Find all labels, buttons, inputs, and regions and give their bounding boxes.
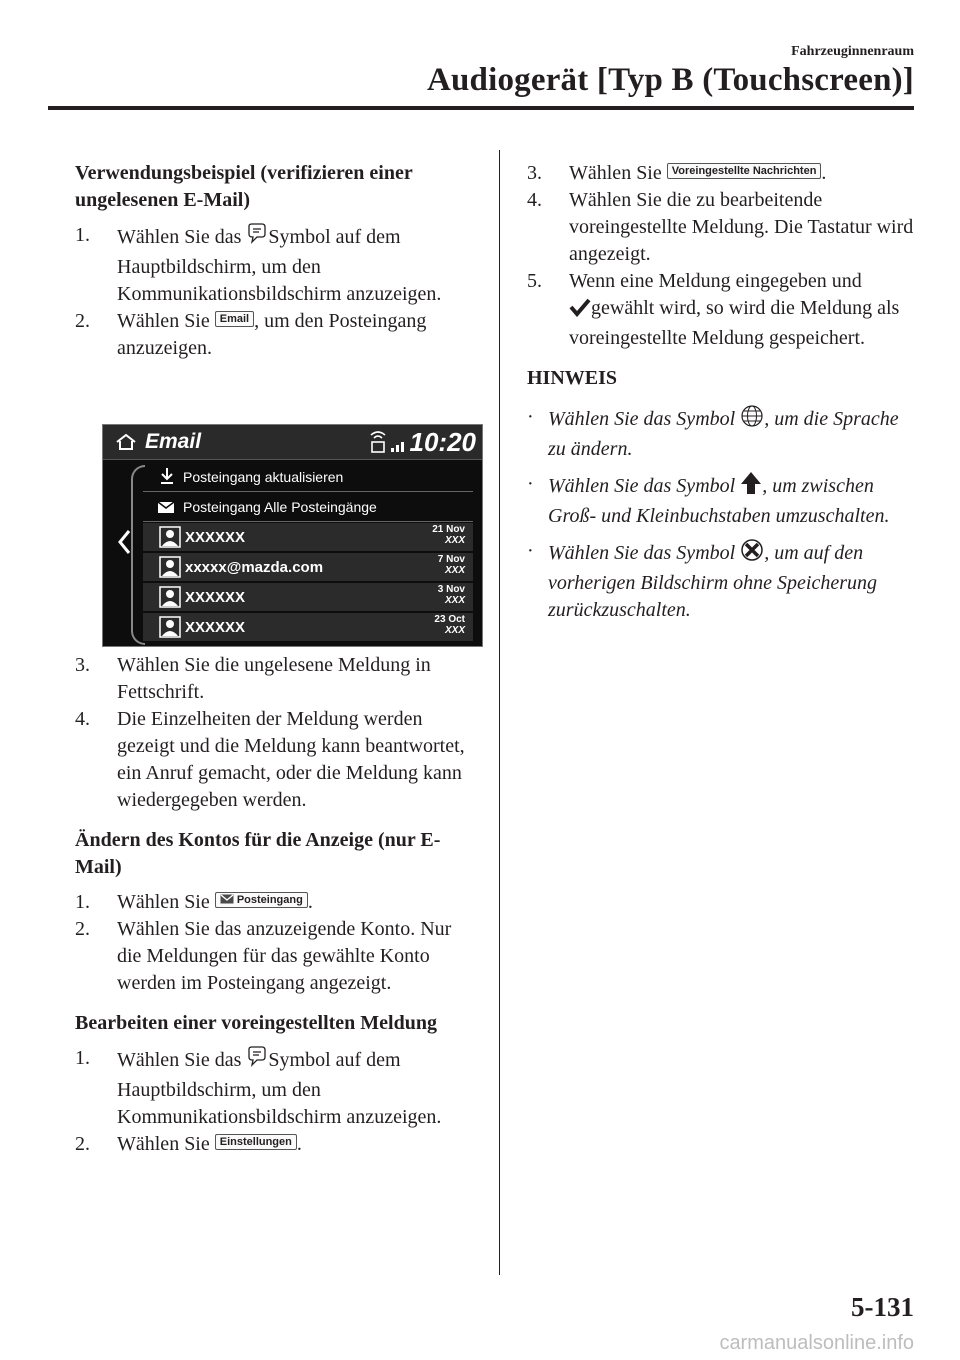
message-row[interactable]	[143, 553, 473, 582]
right-column	[527, 160, 917, 632]
all-inboxes-row[interactable]	[143, 493, 473, 522]
step-text: Wählen Sie die zu bearbeitende voreingestellte Meldung. Die Tastatur wird angezeigt.	[569, 189, 914, 265]
step-text: Wählen Sie das anzuzeigende Konto. Nur die Meldungen für das gewählte Konto werden im Posteingang angezeigt.	[117, 918, 452, 994]
inbox-button[interactable]	[215, 892, 308, 908]
message-sender: XXXXXX	[185, 619, 246, 636]
step-text: Wählen Sie die ungelesene Meldung in Fettschrift.	[117, 654, 431, 703]
message-subject: XXX	[444, 595, 465, 606]
message-date: 7 Nov	[437, 554, 465, 565]
shift-arrow-icon	[740, 471, 762, 503]
steps-example-b	[75, 652, 475, 814]
screen-title: Email	[145, 430, 202, 453]
step-text: Wählen Sie das	[117, 226, 247, 248]
watermark: carmanualsonline.info	[719, 1332, 914, 1354]
message-sender: XXXXXX	[185, 529, 246, 546]
message-subject: XXX	[444, 535, 465, 546]
communication-icon	[246, 222, 268, 254]
globe-icon	[740, 404, 764, 436]
email-button[interactable]: Email	[215, 311, 254, 327]
contact-icon	[159, 526, 181, 551]
step-number: 1.	[75, 224, 90, 246]
step-text: Wählen Sie das	[117, 1049, 247, 1071]
step-text: Wählen Sie	[117, 891, 215, 913]
step-number: 5.	[527, 270, 542, 292]
step-text: Symbol auf dem Hauptbildschirm, um den Kommunikationsbildschirm anzuzeigen.	[117, 1049, 442, 1128]
home-icon[interactable]	[115, 433, 137, 456]
steps-edit-preset	[75, 1045, 475, 1158]
message-row[interactable]	[143, 583, 473, 612]
step-text: .	[821, 162, 827, 184]
step-number: 3.	[527, 162, 542, 184]
message-date: 3 Nov	[437, 584, 465, 595]
preset-messages-button[interactable]: Voreingestellte Nachrichten	[667, 163, 822, 179]
note-item	[527, 404, 917, 463]
bullet: ·	[527, 406, 534, 428]
step-text: Wählen Sie	[117, 310, 215, 332]
step-number: 2.	[75, 1133, 90, 1155]
screen-clock: 10:20	[409, 427, 476, 457]
step-number: 3.	[75, 654, 90, 676]
checkmark-icon	[569, 297, 591, 325]
step	[75, 652, 475, 706]
step	[75, 1131, 475, 1158]
note-text: Wählen Sie das Symbol	[548, 542, 741, 564]
note-text: , um die Sprache zu ändern.	[548, 408, 899, 460]
step	[75, 1045, 475, 1131]
page-title: Audiogerät [Typ B (Touchscreen)]	[426, 62, 914, 98]
step	[75, 222, 475, 308]
note-text: Wählen Sie das Symbol	[548, 408, 741, 430]
step	[75, 706, 475, 814]
step-text: gewählt wird, so wird die Meldung als voreingestellte Meldung gespeichert.	[569, 297, 900, 349]
step-text: Symbol auf dem Hauptbildschirm, um den Kommunikationsbildschirm anzuzeigen.	[117, 226, 442, 305]
back-arrow-icon[interactable]	[117, 529, 131, 560]
cancel-icon	[740, 538, 764, 570]
envelope-icon	[220, 894, 234, 904]
inbox-button-label: Posteingang	[236, 894, 303, 906]
step-text: .	[296, 1133, 302, 1155]
row-label: Posteingang aktualisieren	[183, 469, 344, 485]
note-list	[527, 404, 917, 624]
step-text: .	[307, 891, 313, 913]
note-label: HINWEIS	[527, 367, 618, 389]
step-number: 1.	[75, 891, 90, 913]
step-text: Wählen Sie	[569, 162, 667, 184]
left-column-lower	[75, 652, 475, 1171]
row-label: Posteingang Alle Posteingänge	[183, 499, 377, 515]
message-row[interactable]	[143, 523, 473, 552]
envelope-icon	[157, 501, 175, 517]
message-date: 23 Oct	[434, 614, 465, 625]
step-text: , um den Posteingang anzuzeigen.	[117, 310, 427, 359]
refresh-inbox-row[interactable]	[143, 463, 473, 492]
step	[527, 187, 917, 268]
message-date: 21 Nov	[432, 524, 465, 535]
message-subject: XXX	[444, 565, 465, 576]
step-text: Die Einzelheiten der Meldung werden gezeigt und die Meldung kann beantwortet, ein Anruf gemacht, oder die Meldung kann wiedergegeben werden.	[117, 708, 465, 811]
download-icon	[159, 467, 175, 488]
step	[527, 268, 917, 352]
bullet: ·	[527, 473, 534, 495]
bullet: ·	[527, 540, 534, 562]
message-sender: xxxxx@mazda.com	[185, 559, 324, 576]
step	[75, 889, 475, 916]
message-subject: XXX	[444, 625, 465, 636]
step	[527, 160, 917, 187]
message-sender: XXXXXX	[185, 589, 246, 606]
step-number: 4.	[527, 189, 542, 211]
heading-example: Verwendungsbeispiel (verifizieren einer ungelesenen E-Mail)	[75, 162, 413, 211]
step	[75, 916, 475, 997]
step-text: Wenn eine Meldung eingegeben und	[569, 270, 862, 292]
communication-icon	[246, 1045, 268, 1077]
column-divider	[499, 150, 500, 1275]
step-number: 2.	[75, 918, 90, 940]
heading-edit-preset: Bearbeiten einer voreingestellten Meldung	[75, 1012, 437, 1034]
message-row[interactable]	[143, 613, 473, 642]
running-header: Fahrzeuginnenraum	[791, 44, 914, 59]
page-number: 5-131	[851, 1292, 914, 1322]
note-text: Wählen Sie das Symbol	[548, 475, 741, 497]
left-column	[75, 160, 475, 375]
email-screen-figure	[102, 424, 483, 647]
step-number: 4.	[75, 708, 90, 730]
step	[75, 308, 475, 362]
screen-topbar	[103, 425, 482, 460]
step-text: Wählen Sie	[117, 1133, 215, 1155]
contact-icon	[159, 616, 181, 641]
note-item	[527, 471, 917, 530]
contact-icon	[159, 556, 181, 581]
heading-change-account: Ändern des Kontos für die Anzeige (nur E-Mail)	[75, 829, 441, 878]
step-number: 1.	[75, 1047, 90, 1069]
contact-icon	[159, 586, 181, 611]
steps-example-a	[75, 222, 475, 362]
note-text: , um auf den vorherigen Bildschirm ohne Speicherung zurückzuschalten.	[548, 542, 878, 621]
steps-change-account	[75, 889, 475, 997]
settings-button[interactable]: Einstellungen	[215, 1134, 297, 1150]
signal-status-icon	[365, 429, 409, 460]
step-number: 2.	[75, 310, 90, 332]
header-rule	[48, 106, 914, 110]
note-item	[527, 538, 917, 624]
note-text: , um zwischen Groß- und Kleinbuchstaben umzuschalten.	[548, 475, 890, 527]
steps-edit-preset-cont	[527, 160, 917, 352]
